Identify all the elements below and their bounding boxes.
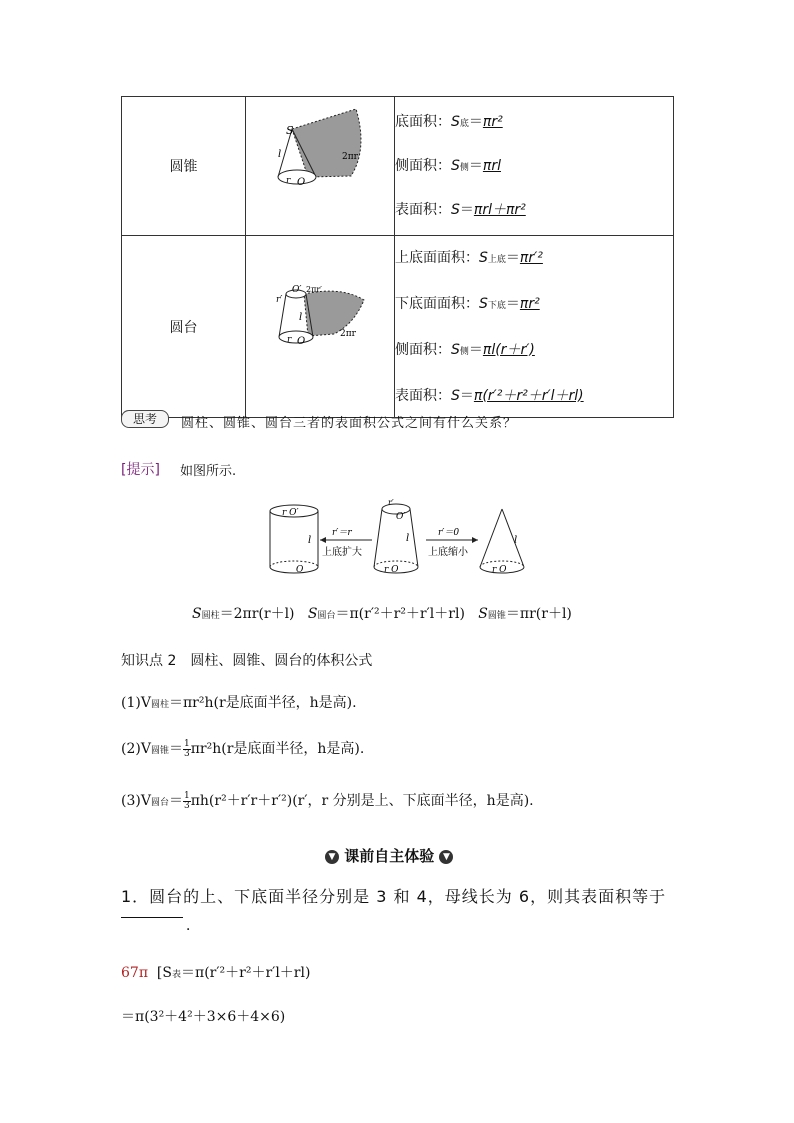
cylinder-figure <box>270 505 318 575</box>
answer-calc: ＝π(3²＋4²＋3×6＋4×6) <box>121 1009 286 1025</box>
left-arrow-text: 上底扩大 <box>322 547 362 558</box>
section2-title: 知识点 2 圆柱、圆锥、圆台的体积公式 <box>121 653 373 669</box>
answer-blank <box>121 917 183 918</box>
table-row-frustum <box>122 236 674 418</box>
cone-apex-label: S <box>286 124 294 137</box>
frustum-top-radius-label: r′ <box>276 295 283 305</box>
question-1-end: ． <box>186 918 200 934</box>
frustum-arc-label: 2πr <box>340 329 356 339</box>
frustum-base <box>279 331 313 343</box>
frustum-top-center-label: O′ <box>292 285 302 295</box>
cone-slant-label: l <box>278 149 282 160</box>
right-arrow-cond: r′＝0 <box>438 528 460 538</box>
frustum-lateral-area: 侧面积：S侧＝πl(r＋r′) <box>395 341 535 358</box>
table-row-cone <box>122 97 674 236</box>
cone-formulas <box>395 97 674 236</box>
think-question: 圆柱、圆锥、圆台三者的表面积公式之间有什么关系？ <box>181 416 518 431</box>
frustum-formulas <box>395 236 674 418</box>
cone-radius-label: r <box>286 176 291 186</box>
left-arrow-cond: r′＝r <box>332 528 352 538</box>
frustum-figure <box>374 498 418 575</box>
cone-small-slant-label: l <box>514 535 518 546</box>
cone-lateral-sector <box>292 109 361 177</box>
volume-formula-frustum: (3)V圆台＝ $\frac{1}{3}$ πh(r²＋r′r＋r′²)(r′，r 分别是上、下底面半径，h是高). <box>121 790 534 811</box>
frustum-bottom-area: 下底面面积：S下底＝πr² <box>395 295 540 312</box>
section-banner: ▼ 课前自主体验 ▼ <box>325 845 453 866</box>
frustum-total-area: 表面积：S＝π(r′²＋r²＋r′l＋rl) <box>395 387 584 404</box>
answer-line: 67π [S表＝π(r′²＋r²＋r′l＋rl) <box>121 965 311 981</box>
frustum-slant-label2: l <box>406 533 410 544</box>
right-arrow-text: 上底缩小 <box>428 547 468 558</box>
frustum-radius-label: r <box>287 335 292 345</box>
left-arrow <box>320 528 372 558</box>
frustum-center-label: O <box>297 336 306 347</box>
cone-center-label: O <box>297 177 306 188</box>
formula-table <box>121 96 674 418</box>
think-badge: 思考 <box>121 410 169 428</box>
hint-text: 如图所示. <box>180 464 237 479</box>
relationship-diagram <box>260 495 550 580</box>
frustum-top-r-label: r′ <box>388 498 394 507</box>
cone-base-area: 底面积：S底＝πr² <box>395 114 503 130</box>
frustum-top-area: 上底面面积：S上底＝πr′² <box>395 249 543 266</box>
cone-figure-cell <box>246 97 395 236</box>
question-1: 1．圆台的上、下底面半径分别是 3 和 4，母线长为 6，则其表面积等于 <box>121 887 667 906</box>
frustum-figure-cell <box>246 236 395 418</box>
volume-formula-cylinder: (1)V圆柱＝πr²h(r是底面半径，h是高). <box>121 695 357 711</box>
cylinder-bottom-label: O <box>296 565 304 575</box>
shape-name-frustum: 圆台 <box>122 236 246 418</box>
frustum-bottom-label: r O <box>384 565 399 575</box>
cone-net-figure <box>246 97 394 231</box>
right-arrow <box>426 528 478 558</box>
frustum-net-figure <box>246 236 394 413</box>
cone-figure-small <box>480 509 524 575</box>
cone-small-bottom-label: r O <box>492 565 507 575</box>
chevron-down-icon: ▼ <box>439 850 453 864</box>
frustum-top-arc-label: 2πr′ <box>306 285 322 294</box>
cone-total-area: 表面积：S＝πrl＋πr² <box>395 202 526 218</box>
hint-tag: [提示] <box>121 462 160 478</box>
frustum-slant-label: l <box>299 312 303 323</box>
shape-name-cone: 圆锥 <box>122 97 246 236</box>
cone-lateral-area: 侧面积：S侧＝πrl <box>395 158 501 174</box>
surface-relation-line: S圆柱＝2πr(r＋l) S圆台＝π(r′²＋r²＋r′l＋rl) S圆锥＝πr(r＋l) <box>192 606 572 622</box>
chevron-down-icon: ▼ <box>325 850 339 864</box>
cone-arc-label: 2πr <box>342 152 358 162</box>
volume-formula-cone: (2)V圆锥＝ $\frac{1}{3}$ πr²h(r是底面半径，h是高). <box>121 738 365 759</box>
frustum-top-center-label2: O′ <box>396 512 406 522</box>
cylinder-top-label: r O′ <box>282 508 299 518</box>
cylinder-slant-label: l <box>308 535 312 546</box>
